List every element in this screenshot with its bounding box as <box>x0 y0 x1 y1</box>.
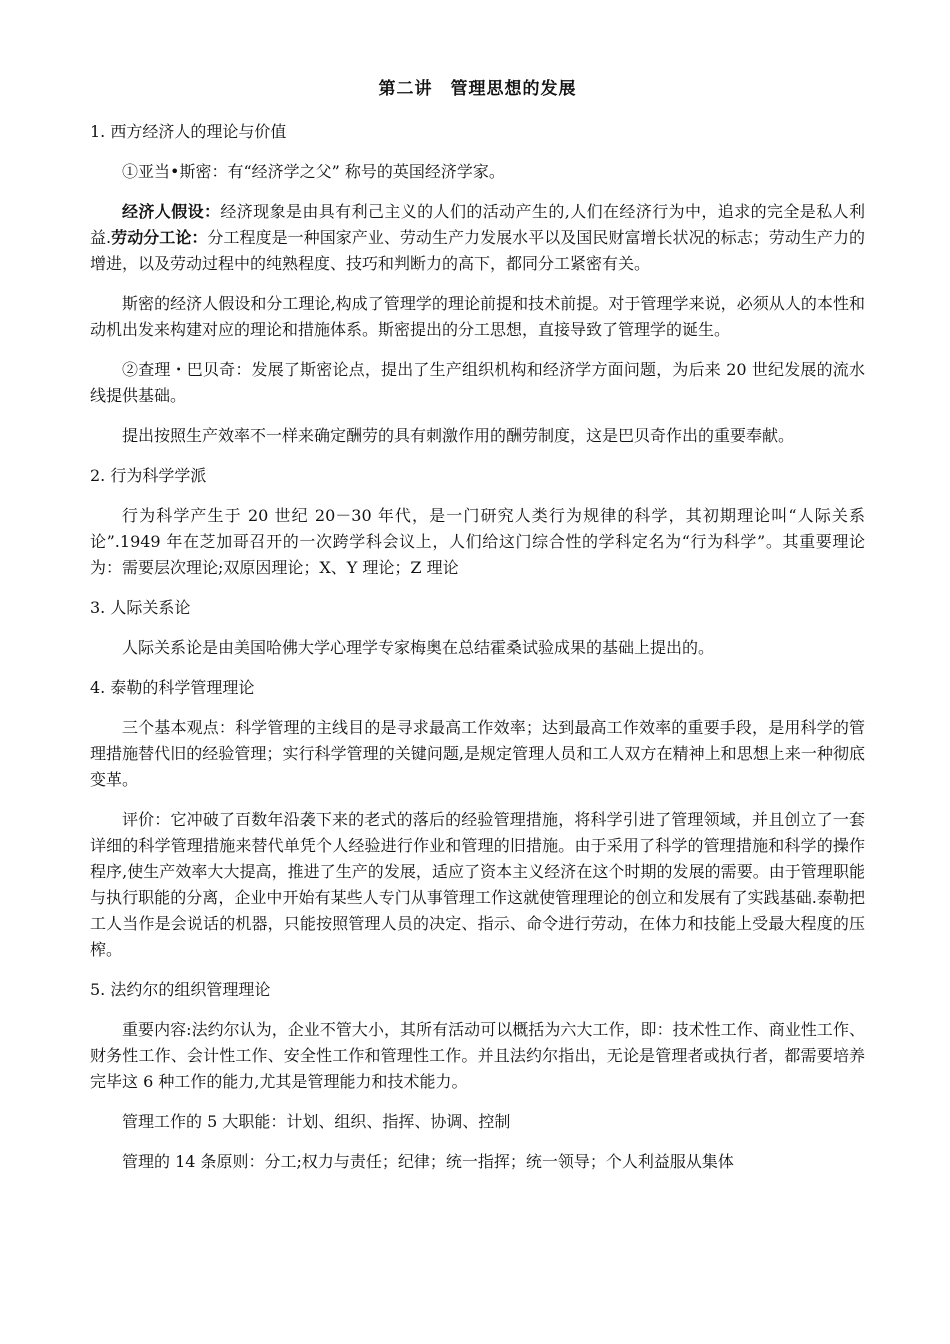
text-segment: 行为科学产生于 20 世纪 20－30 年代，是一门研究人类行为规律的科学，其初期理论叫“人际关系论”.1949 年在芝加哥召开的一次跨学科会议上，人们给这门综合性的学科定名为“行为科学”。其重要理论为：需要层次理论;双原因理论；X、Y 理论；Z 理论 <box>90 506 865 577</box>
section-heading: 3. 人际关系论 <box>90 598 191 617</box>
paragraph <box>90 199 865 277</box>
document-page <box>90 74 865 1189</box>
paragraph <box>90 1017 865 1095</box>
page-title: 第二讲 管理思想的发展 <box>378 79 577 99</box>
section-heading: 5. 法约尔的组织管理理论 <box>90 980 271 999</box>
text-segment: 管理工作的 5 大职能：计划、组织、指挥、协调、控制 <box>122 1112 511 1131</box>
section-heading: 2. 行为科学学派 <box>90 466 207 485</box>
paragraph <box>90 807 865 963</box>
text-segment: 三个基本观点：科学管理的主线目的是寻求最高工作效率；达到最高工作效率的重要手段，是用科学的管理措施替代旧的经验管理；实行科学管理的关键问题,是规定管理人员和工人双方在精神上和思想上来一种彻底变革。 <box>90 718 865 789</box>
paragraph <box>90 503 865 581</box>
paragraph <box>90 357 865 409</box>
text-segment: 经济现象是由具有利己主义的人们的活动产生的,人们在经济行为中，追求的完全是私人利益. <box>90 202 865 247</box>
bold-term: 经济人假设： <box>122 202 221 221</box>
paragraph <box>90 635 865 661</box>
text-segment: 管理的 14 条原则：分工;权力与责任；纪律；统一指挥；统一领导；个人利益服从集体 <box>122 1152 734 1171</box>
text-segment: ②查理・巴贝奇：发展了斯密论点，提出了生产组织机构和经济学方面问题，为后来 20 世纪发展的流水线提供基础。 <box>90 360 865 405</box>
paragraph <box>90 423 865 449</box>
paragraph <box>90 1149 865 1175</box>
text-segment: 斯密的经济人假设和分工理论,构成了管理学的理论前提和技术前提。对于管理学来说，必须从人的本性和动机出发来构建对应的理论和措施体系。斯密提出的分工思想，直接导致了管理学的诞生。 <box>90 294 865 339</box>
text-segment: 评价：它冲破了百数年沿袭下来的老式的落后的经验管理措施，将科学引进了管理领域，并且创立了一套详细的科学管理措施来替代单凭个人经验进行作业和管理的旧措施。由于采用了科学的管理措施和科学的操作程序,使生产效率大大提高，推进了生产的发展，适应了资本主义经济在这个时期的发展的需要。由于管理职能与执行职能的分离，企业中开始有某些人专门从事管理工作这就使管理理论的创立和发展有了实践基础.泰勒把工人当作是会说话的机器，只能按照管理人员的决定、指示、命令进行劳动，在体力和技能上受最大程度的压榨。 <box>90 810 865 959</box>
text-segment: 人际关系论是由美国哈佛大学心理学专家梅奥在总结霍桑试验成果的基础上提出的。 <box>122 638 715 657</box>
section-heading: 4. 泰勒的科学管理理论 <box>90 678 255 697</box>
paragraph <box>90 1109 865 1135</box>
text-segment: 提出按照生产效率不一样来确定酬劳的具有刺激作用的酬劳制度，这是巴贝奇作出的重要奉献。 <box>122 426 795 445</box>
paragraph <box>90 291 865 343</box>
text-segment: 分工程度是一种国家产业、劳动生产力发展水平以及国民财富增长状况的标志；劳动生产力的增进，以及劳动过程中的纯熟程度、技巧和判断力的高下，都同分工紧密有关。 <box>90 228 865 273</box>
text-segment: 重要内容:法约尔认为，企业不管大小，其所有活动可以概括为六大工作，即：技术性工作、商业性工作、财务性工作、会计性工作、安全性工作和管理性工作。并且法约尔指出，无论是管理者或执行者，都需要培养完毕这 6 种工作的能力,尤其是管理能力和技术能力。 <box>90 1020 865 1091</box>
paragraph <box>90 715 865 793</box>
text-segment: ①亚当•斯密：有“经济学之父” 称号的英国经济学家。 <box>122 162 505 181</box>
section-heading: 1. 西方经济人的理论与价值 <box>90 122 287 141</box>
document-body <box>90 119 865 1175</box>
bold-term: 劳动分工论： <box>111 228 208 247</box>
paragraph <box>90 159 865 185</box>
